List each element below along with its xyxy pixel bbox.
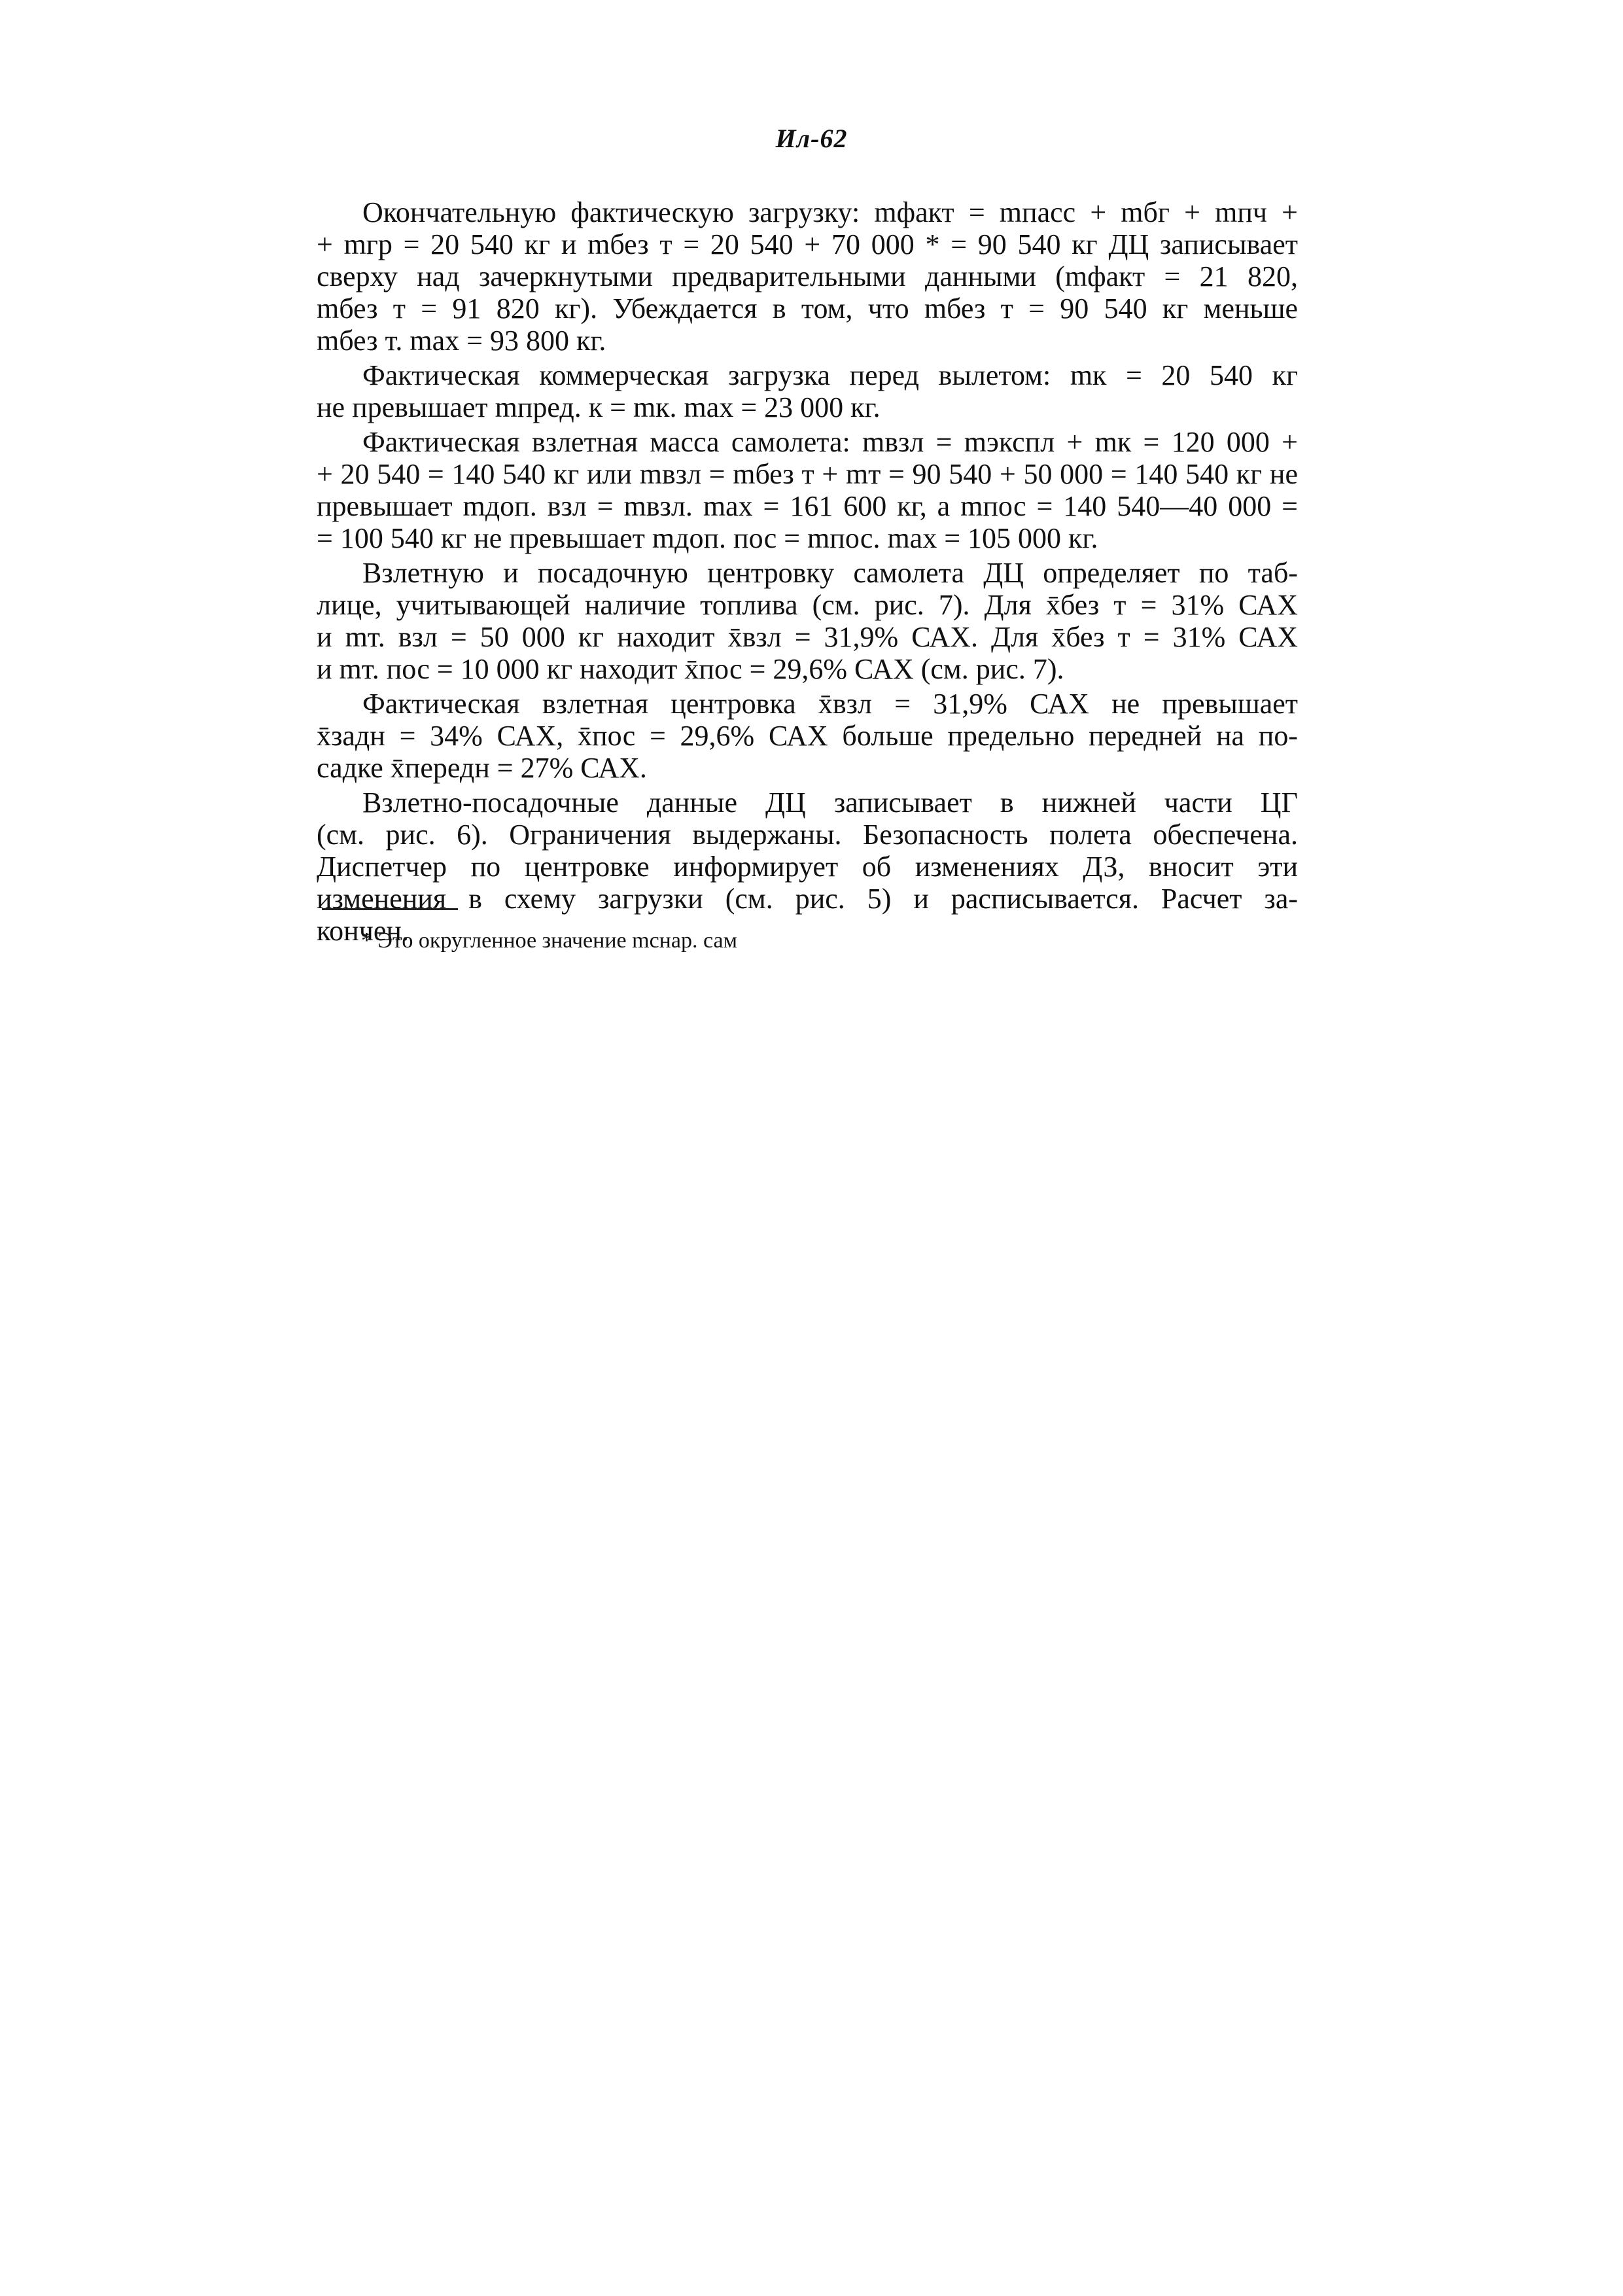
footnote: * Это округленное значение mснар. сам xyxy=(361,928,738,953)
text-line: не превышает mпред. к = mк. max = 23 000 кг. xyxy=(317,391,881,423)
text-line: Взлетную и посадочную центровку самолета ДЦ определяет по таб- xyxy=(362,557,1298,589)
text-line: = 100 540 кг не превышает mдоп. пос = mпос. max = 105 000 кг. xyxy=(317,522,1098,554)
text-line: лице, учитывающей наличие топлива (см. рис. 7). Для x̄без т = 31% САХ xyxy=(317,589,1298,621)
text-line: Фактическая коммерческая загрузка перед вылетом: mк = 20 540 кг xyxy=(362,359,1298,391)
footnote-divider xyxy=(322,908,458,910)
text-line: сверху над зачеркнутыми предварительными данными (mфакт = 21 820, xyxy=(317,260,1298,292)
paragraph-centering-table xyxy=(317,557,1298,685)
text-line: x̄задн = 34% САХ, x̄пос = 29,6% САХ больше предельно передней на по- xyxy=(317,720,1298,752)
paragraph-takeoff-mass xyxy=(317,426,1298,554)
page-number: Ил-62 xyxy=(775,124,848,153)
paragraph-commercial-load xyxy=(317,359,1298,423)
text-line: Диспетчер по центровке информирует об изменениях ДЗ, вносит эти xyxy=(317,851,1298,883)
text-line: + 20 540 = 140 540 кг или mвзл = mбез т + mт = 90 540 + 50 000 = 140 540 кг не xyxy=(317,458,1298,490)
paragraph-conclusion xyxy=(317,786,1298,947)
text-line: Фактическая взлетная центровка x̄взл = 31,9% САХ не превышает xyxy=(362,688,1298,720)
body-text xyxy=(317,196,1298,949)
text-line: + mгр = 20 540 кг и mбез т = 20 540 + 70 000 * = 90 540 кг ДЦ записывает xyxy=(317,228,1298,260)
paragraph-final-load xyxy=(317,196,1298,357)
text-line: Окончательную фактическую загрузку: mфакт = mпасс + mбг + mпч + xyxy=(362,196,1298,228)
text-line: садке x̄передн = 27% САХ. xyxy=(317,752,647,784)
paragraph-actual-centering xyxy=(317,688,1298,784)
text-line: (см. рис. 6). Ограничения выдержаны. Безопасность полета обеспечена. xyxy=(317,819,1298,851)
text-line: и mт. пос = 10 000 кг находит x̄пос = 29,6% САХ (см. рис. 7). xyxy=(317,653,1064,685)
text-line: Фактическая взлетная масса самолета: mвзл = mэкспл + mк = 120 000 + xyxy=(362,426,1298,458)
text-line: Взлетно-посадочные данные ДЦ записывает в нижней части ЦГ xyxy=(362,786,1298,819)
text-line: mбез т = 91 820 кг). Убеждается в том, что mбез т = 90 540 кг меньше xyxy=(317,292,1298,325)
text-line: превышает mдоп. взл = mвзл. max = 161 600 кг, а mпос = 140 540—40 000 = xyxy=(317,490,1298,522)
text-line: изменения в схему загрузки (см. рис. 5) и расписывается. Расчет за- xyxy=(317,883,1298,915)
text-line: и mт. взл = 50 000 кг находит x̄взл = 31,9% САХ. Для x̄без т = 31% САХ xyxy=(317,621,1298,653)
text-line: кончен. xyxy=(317,915,409,947)
text-line: mбез т. max = 93 800 кг. xyxy=(317,325,606,357)
